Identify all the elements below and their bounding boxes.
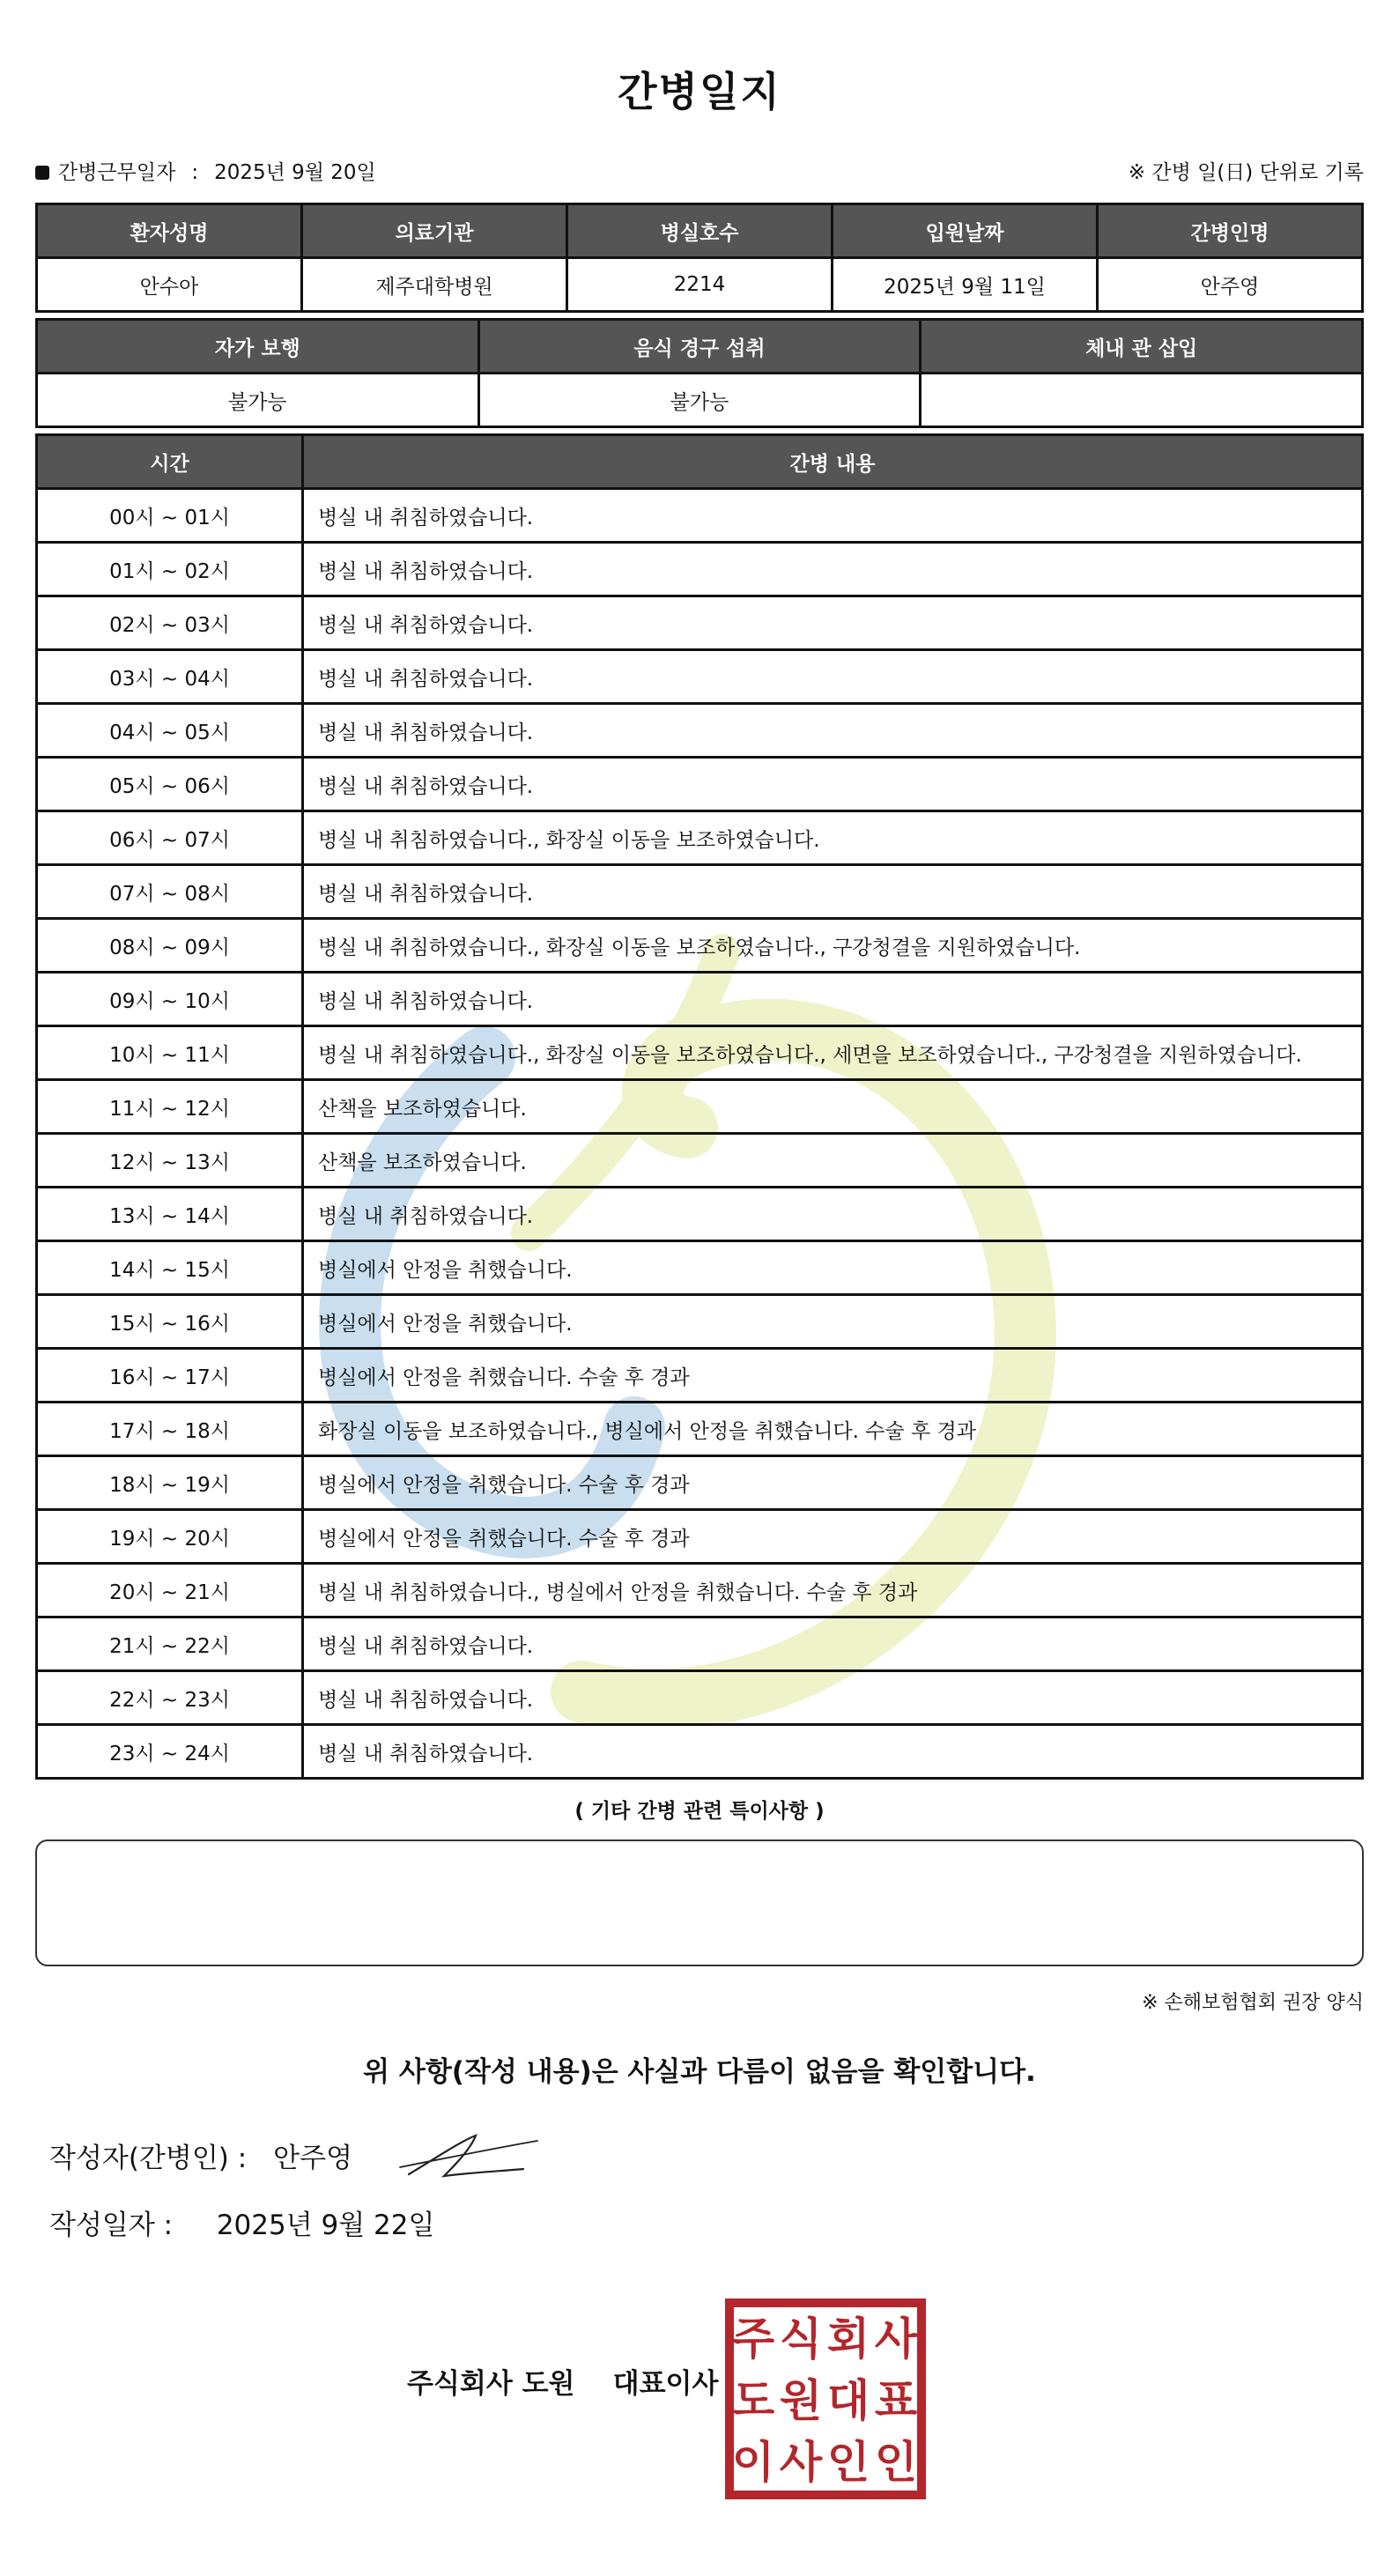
log-content: 병실 내 취침하였습니다. [303, 596, 1363, 650]
log-row [37, 1134, 1363, 1188]
meta-row [35, 157, 1364, 189]
header-patient-name: 환자성명 [37, 204, 302, 258]
seal-character: 도 [731, 2375, 775, 2426]
log-row [37, 1510, 1363, 1564]
header-caregiver-name: 간병인명 [1098, 204, 1363, 258]
log-row [37, 1295, 1363, 1349]
patient-name: 안수아 [37, 258, 302, 312]
log-row [37, 543, 1363, 596]
writer-label: 작성자(간병인) : [49, 2143, 248, 2174]
log-row [37, 919, 1363, 973]
log-content: 병실 내 취침하였습니다., 화장실 이동을 보조하였습니다., 구강청결을 지원하였습니다. [303, 919, 1363, 973]
patient-info-header-row [37, 204, 1363, 258]
log-time: 10시 ~ 11시 [37, 1026, 303, 1080]
log-time: 12시 ~ 13시 [37, 1134, 303, 1188]
seal-character: 대 [826, 2375, 870, 2426]
notes-box [35, 1839, 1364, 1966]
writer-row [35, 2136, 1364, 2181]
log-time: 11시 ~ 12시 [37, 1080, 303, 1134]
abilities-value-row [37, 374, 1363, 427]
log-time: 06시 ~ 07시 [37, 811, 303, 865]
header-tube-insertion: 체내 관 삽입 [921, 320, 1363, 374]
oral-intake-value: 불가능 [478, 374, 921, 427]
seal-character: 회 [826, 2313, 870, 2365]
header-room-number: 병실호수 [567, 204, 833, 258]
log-row [37, 1188, 1363, 1241]
log-content: 병실 내 취침하였습니다. [303, 704, 1363, 758]
log-row [37, 1456, 1363, 1510]
header-admission-date: 입원날짜 [833, 204, 1098, 258]
care-log-body [37, 489, 1363, 1779]
log-row [37, 1403, 1363, 1456]
log-row [37, 704, 1363, 758]
log-content: 병실 내 취침하였습니다. [303, 1725, 1363, 1779]
log-content: 병실 내 취침하였습니다. [303, 1671, 1363, 1725]
document-title: 간병일지 [618, 68, 781, 115]
patient-info-value-row [37, 258, 1363, 312]
seal-character: 표 [874, 2375, 918, 2426]
log-time: 15시 ~ 16시 [37, 1295, 303, 1349]
log-row [37, 1617, 1363, 1671]
seal-character: 사 [779, 2437, 823, 2488]
log-row [37, 1080, 1363, 1134]
log-row [37, 1026, 1363, 1080]
log-time: 22시 ~ 23시 [37, 1671, 303, 1725]
log-content: 병실에서 안정을 취했습니다. 수술 후 경과 [303, 1456, 1363, 1510]
writer-name: 안주영 [273, 2143, 353, 2174]
confirm-statement: 위 사항(작성 내용)은 사실과 다름이 없음을 확인합니다. [363, 2056, 1036, 2088]
log-content: 병실에서 안정을 취했습니다. [303, 1295, 1363, 1349]
abilities-header-row [37, 320, 1363, 374]
nursing-log-page [35, 0, 1364, 2245]
log-row [37, 650, 1363, 704]
log-row [37, 973, 1363, 1026]
write-date-value: 2025년 9월 22일 [216, 2210, 435, 2241]
caregiver-name: 안주영 [1098, 258, 1363, 312]
notes-heading: ( 기타 간병 관련 특이사항 ) [574, 1800, 825, 1823]
header-care-content: 간병 내용 [303, 435, 1363, 489]
log-row [37, 1671, 1363, 1725]
log-content: 병실 내 취침하였습니다. [303, 543, 1363, 596]
admission-date: 2025년 9월 11일 [833, 258, 1098, 312]
log-time: 23시 ~ 24시 [37, 1725, 303, 1779]
log-time: 14시 ~ 15시 [37, 1241, 303, 1295]
log-content: 병실 내 취침하였습니다., 화장실 이동을 보조하였습니다. [303, 811, 1363, 865]
seal-character: 사 [874, 2313, 918, 2365]
log-content: 병실 내 취침하였습니다. [303, 1617, 1363, 1671]
seal-character: 인 [874, 2437, 918, 2488]
header-self-walking: 자가 보행 [37, 320, 479, 374]
seal-character: 원 [779, 2375, 823, 2426]
seal-character: 인 [826, 2437, 870, 2488]
log-content: 병실 내 취침하였습니다. [303, 758, 1363, 811]
log-time: 05시 ~ 06시 [37, 758, 303, 811]
log-content: 병실 내 취침하였습니다. [303, 650, 1363, 704]
work-date [35, 157, 376, 189]
self-walking-value: 불가능 [37, 374, 479, 427]
log-content: 병실 내 취침하였습니다. [303, 1188, 1363, 1241]
seal-character: 식 [779, 2313, 823, 2365]
log-content: 병실 내 취침하였습니다. [303, 865, 1363, 919]
unit-note: ※ 간병 일(日) 단위로 기록 [1128, 161, 1364, 184]
log-row [37, 811, 1363, 865]
log-row [37, 596, 1363, 650]
log-time: 17시 ~ 18시 [37, 1403, 303, 1456]
log-row [37, 489, 1363, 543]
header-oral-intake: 음식 경구 섭취 [478, 320, 921, 374]
form-note: ※ 손해보험협회 권장 양식 [1142, 1992, 1364, 2014]
header-time: 시간 [37, 435, 303, 489]
write-date-label: 작성일자 : [49, 2210, 174, 2241]
log-time: 00시 ~ 01시 [37, 489, 303, 543]
log-row [37, 1349, 1363, 1403]
work-date-separator: : [191, 161, 199, 184]
company-seal-icon [724, 2298, 927, 2500]
log-time: 21시 ~ 22시 [37, 1617, 303, 1671]
seal-character: 이 [731, 2437, 775, 2488]
log-row [37, 758, 1363, 811]
log-content: 산책을 보조하였습니다. [303, 1134, 1363, 1188]
log-content: 병실 내 취침하였습니다. [303, 973, 1363, 1026]
log-time: 01시 ~ 02시 [37, 543, 303, 596]
log-time: 09시 ~ 10시 [37, 973, 303, 1026]
log-content: 병실에서 안정을 취했습니다. 수술 후 경과 [303, 1510, 1363, 1564]
company-name: 주식회사 도원 대표이사 [407, 2368, 719, 2400]
signature-image [391, 2132, 541, 2185]
log-content: 산책을 보조하였습니다. [303, 1080, 1363, 1134]
log-time: 03시 ~ 04시 [37, 650, 303, 704]
log-content: 병실에서 안정을 취했습니다. [303, 1241, 1363, 1295]
log-time: 18시 ~ 19시 [37, 1456, 303, 1510]
log-content: 화장실 이동을 보조하였습니다., 병실에서 안정을 취했습니다. 수술 후 경과 [303, 1403, 1363, 1456]
care-log-table [35, 433, 1364, 1780]
log-content: 병실 내 취침하였습니다. [303, 489, 1363, 543]
write-date-row [35, 2206, 1364, 2245]
log-content: 병실에서 안정을 취했습니다. 수술 후 경과 [303, 1349, 1363, 1403]
log-time: 20시 ~ 21시 [37, 1564, 303, 1617]
log-time: 07시 ~ 08시 [37, 865, 303, 919]
log-row [37, 1241, 1363, 1295]
work-date-label: 간병근무일자 [58, 161, 176, 184]
log-time: 02시 ~ 03시 [37, 596, 303, 650]
hospital-name: 제주대학병원 [302, 258, 567, 312]
log-time: 16시 ~ 17시 [37, 1349, 303, 1403]
log-time: 13시 ~ 14시 [37, 1188, 303, 1241]
tube-insertion-value [921, 374, 1363, 427]
bullet-square-icon [35, 166, 49, 180]
log-row [37, 865, 1363, 919]
log-row [37, 1564, 1363, 1617]
log-time: 19시 ~ 20시 [37, 1510, 303, 1564]
log-row [37, 1725, 1363, 1779]
log-content: 병실 내 취침하였습니다., 병실에서 안정을 취했습니다. 수술 후 경과 [303, 1564, 1363, 1617]
log-content: 병실 내 취침하였습니다., 화장실 이동을 보조하였습니다., 세면을 보조하였습니다., 구강청결을 지원하였습니다. [303, 1026, 1363, 1080]
room-number: 2214 [567, 258, 833, 312]
patient-info-table [35, 203, 1364, 313]
log-time: 04시 ~ 05시 [37, 704, 303, 758]
seal-character: 주 [731, 2313, 775, 2365]
work-date-value: 2025년 9월 20일 [214, 161, 376, 184]
log-time: 08시 ~ 09시 [37, 919, 303, 973]
abilities-table [35, 318, 1364, 428]
header-hospital: 의료기관 [302, 204, 567, 258]
care-log-header-row [37, 435, 1363, 489]
